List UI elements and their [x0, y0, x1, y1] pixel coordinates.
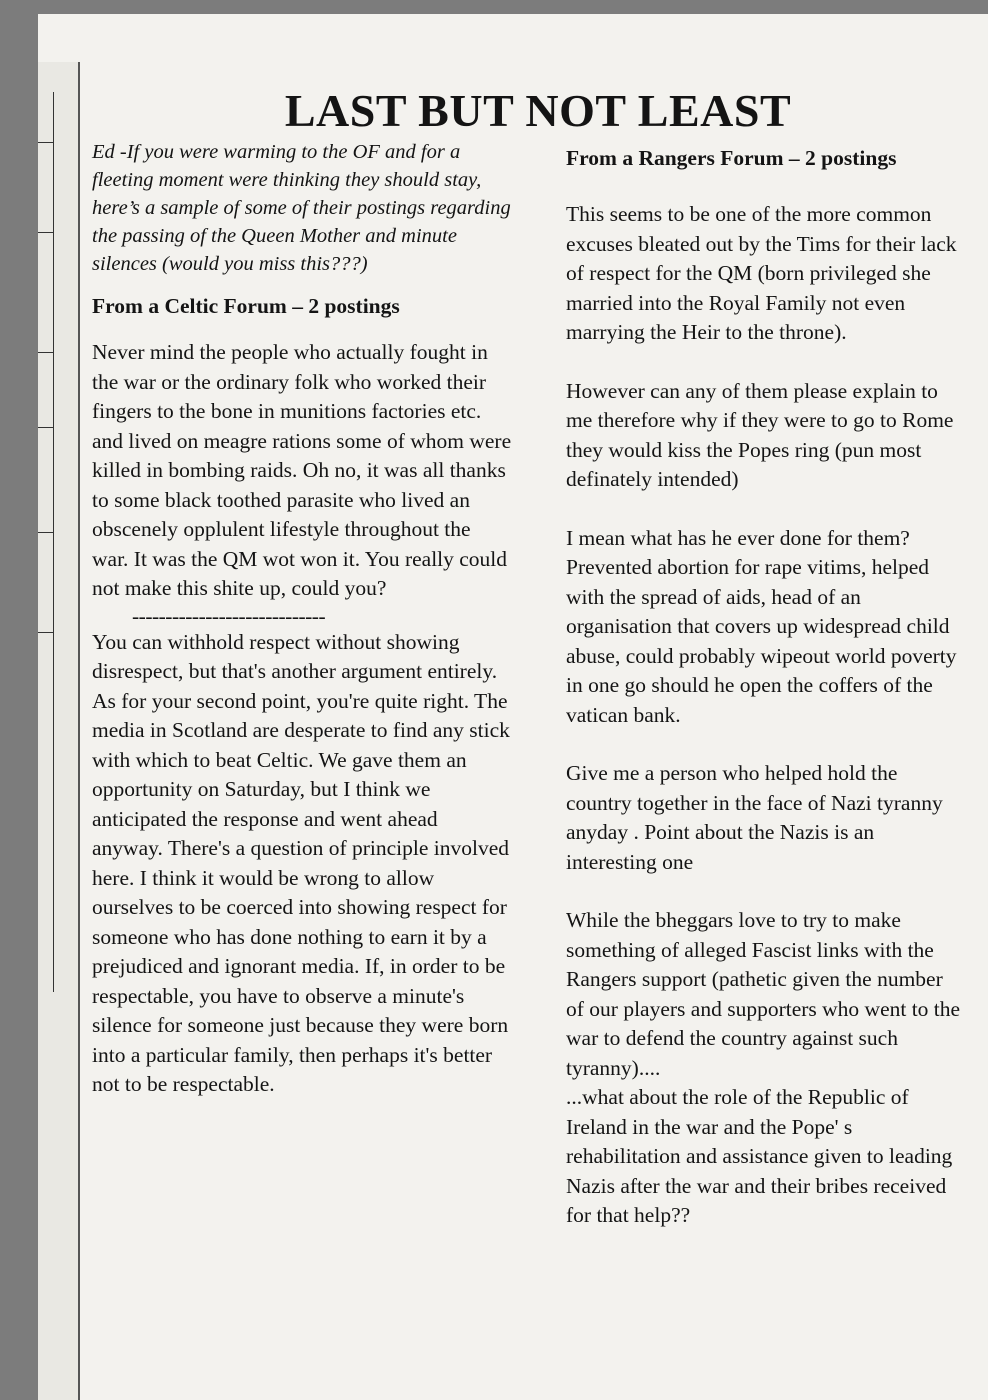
- rangers-posting-3: I mean what has he ever done for them? Prevented abortion for rape vitims, helped with the spread of aids, head of an organisation that covers up widespread child abuse, could probably wipeout world poverty in one go should he open the coffers of the vatican bank.: [566, 525, 957, 727]
- rangers-posting-2: However can any of them please explain to me therefore why if they were to go to Rome they would kiss the Popes ring (pun most definately intended): [566, 378, 954, 491]
- editor-intro: Ed -If you were warming to the OF and for a fleeting moment were thinking they should stay, here’s a sample of some of their postings regarding the passing of the Queen Mother and minute silences (would you miss this???): [92, 141, 511, 275]
- rangers-forum-heading: From a Rangers Forum – 2 postings: [566, 146, 897, 170]
- posting-divider: -----------------------------: [132, 603, 326, 628]
- celtic-forum-heading: From a Celtic Forum – 2 postings: [92, 294, 400, 318]
- celtic-posting-1: Never mind the people who actually fought in the war or the ordinary folk who worked their fingers to the bone in munitions factories etc. and lived on meagre rations some of whom were killed in bombing raids. Oh no, it was all thanks to some black toothed parasite who lived an obscenely opplulent lifestyle throughout the war. It was the QM wot won it. You really could not make this shite up, could you?: [92, 340, 512, 600]
- facing-page-edge: [38, 62, 80, 1400]
- rangers-posting-6: ...what about the role of the Republic of Ireland in the war and the Pope' s rehabilitation and assistance given to leading Nazis after the war and their bribes received for that help??: [566, 1085, 953, 1227]
- left-column: [92, 138, 512, 1129]
- rangers-posting-4: Give me a person who helped hold the country together in the face of Nazi tyranny anyday . Point about the Nazis is an interesting one: [566, 761, 943, 874]
- celtic-posting-2: You can withhold respect without showing disrespect, but that's another argument entirely. As for your second point, you're quite right. The media in Scotland are desperate to find any stick with which to beat Celtic. We gave them an opportunity on Saturday, but I think we anticipated the response and went ahead anyway. There's a question of principle involved here. I think it would be wrong to allow ourselves to be coerced into showing respect for someone who has done nothing to earn it by a prejudiced and ignorant media. If, in order to be respectable, you have to observe a minute's silence for someone just because they were born into a particular family, then perhaps it's better not to be respectable.: [92, 629, 510, 1096]
- rangers-posting-5: While the bheggars love to try to make something of alleged Fascist links with the Rangers support (pathetic given the number of our players and supporters who went to the war to defend the country against such tyranny)....: [566, 908, 961, 1080]
- page-title: LAST BUT NOT LEAST: [284, 85, 792, 136]
- rangers-posting-1: This seems to be one of the more common excuses bleated out by the Tims for their lack of respect for the QM (born privileged she married into the Royal Family not even marrying the Heir to the throne).: [566, 202, 957, 344]
- right-column: [566, 144, 966, 1260]
